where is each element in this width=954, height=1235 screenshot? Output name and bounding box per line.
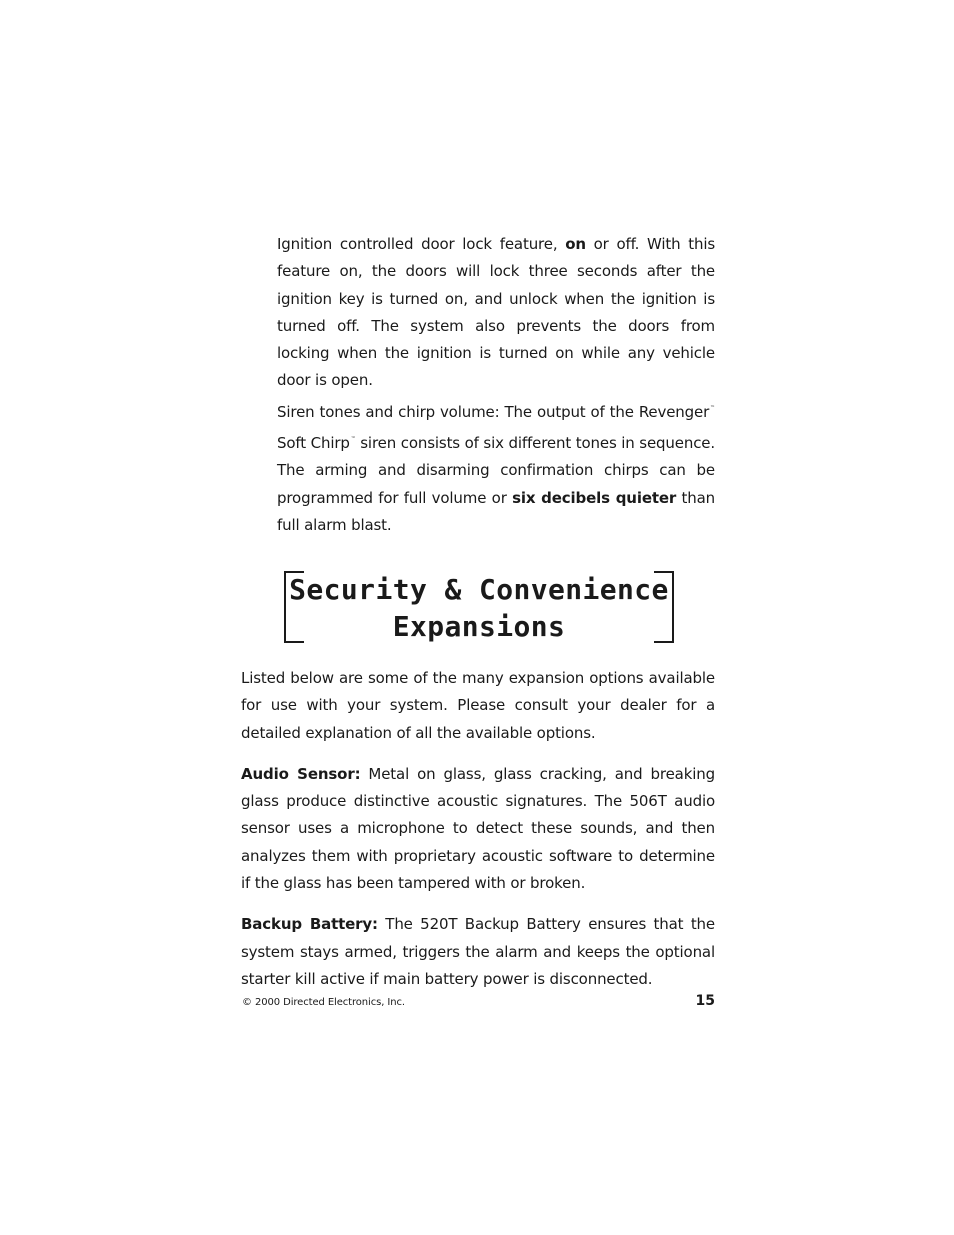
audio-sensor-text: Metal on glass, glass cracking, and breaking glass produce distinctive acoustic signatures. The 506T audio sensor uses a microphone to detect these sounds, and then analyzes them with proprietary acoustic software to determine if the glass has been tampered with or broken.	[241, 764, 715, 893]
trademark-mark: ™	[350, 436, 356, 443]
section-heading	[284, 571, 674, 641]
feature-descriptions	[277, 231, 715, 539]
expansions-intro: Listed below are some of the many expansion options available for use with your system. Please consult your dealer for a detailed explanation of all the available options.	[241, 669, 715, 742]
section-title	[284, 571, 674, 645]
section-title-line1: Security & Convenience	[289, 573, 669, 606]
siren-text-product: Soft Chirp	[277, 434, 350, 453]
door-lock-text-rest: or off. With this feature on, the doors will lock three seconds after the ignition key is turned on, and unlock when the ignition is turned off. The system also prevents the doors from locking when the ignition is turned on while any vehicle door is open.	[277, 235, 716, 390]
door-lock-paragraph	[277, 231, 715, 395]
page-number: 15	[695, 993, 715, 1009]
siren-text-end: than full alarm blast.	[277, 488, 715, 534]
siren-paragraph	[277, 395, 715, 539]
siren-bold: six decibels quieter	[512, 488, 677, 507]
copyright-notice: © 2000 Directed Electronics, Inc.	[242, 997, 405, 1008]
audio-sensor-paragraph	[241, 761, 715, 897]
door-lock-bold: on	[565, 235, 586, 253]
expansion-options	[241, 665, 715, 1007]
door-lock-text: Ignition controlled door lock feature,	[277, 235, 566, 253]
siren-text: Siren tones and chirp volume: The output of the Revenger	[277, 402, 710, 421]
backup-battery-paragraph	[241, 911, 715, 993]
audio-sensor-label: Audio Sensor:	[241, 764, 361, 783]
section-title-line2: Expansions	[392, 610, 566, 643]
trademark-mark: ™	[710, 404, 715, 411]
siren-text-rest: siren consists of six different tones in sequence. The arming and disarming confirmation chirps can be programmed for full volume or	[277, 434, 716, 507]
backup-battery-text: The 520T Backup Battery ensures that the system stays armed, triggers the alarm and keeps the optional starter kill active if main battery power is disconnected.	[241, 915, 715, 988]
backup-battery-label: Backup Battery:	[241, 915, 378, 934]
